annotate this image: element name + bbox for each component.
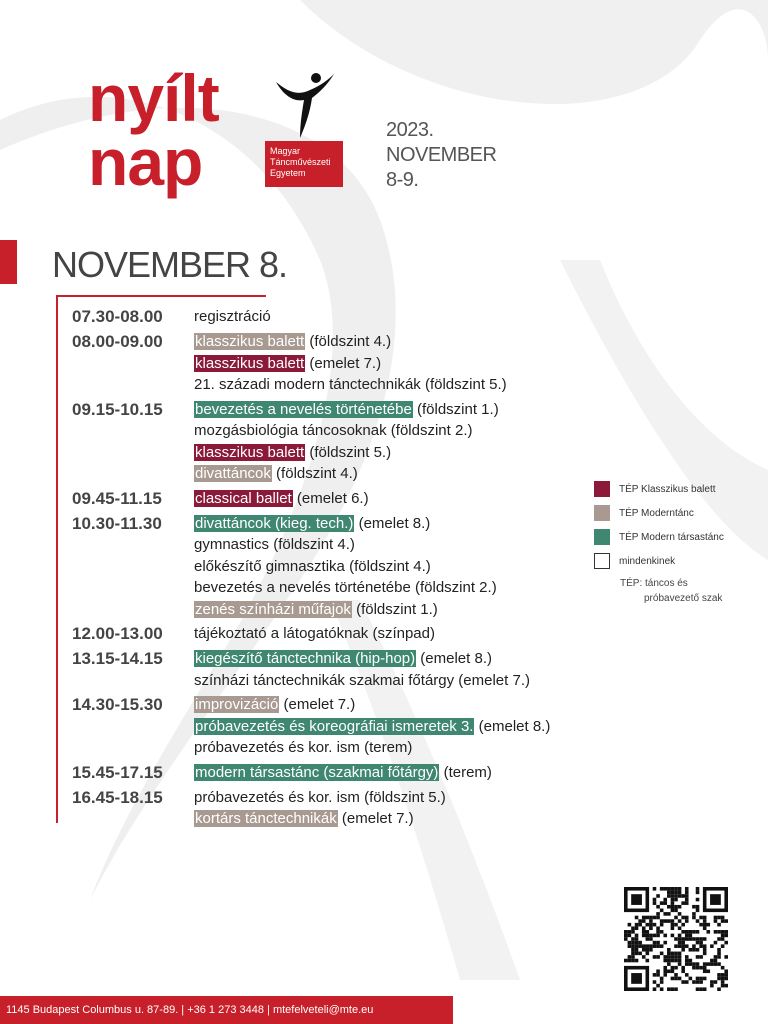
slot-time: 16.45-18.15 xyxy=(72,787,163,807)
legend-note-line-1: TÉP: táncos és xyxy=(620,578,688,589)
legend-label: TÉP Modern társastánc xyxy=(619,531,724,543)
class-location: (földszint 1.) xyxy=(351,600,438,618)
schedule-slot xyxy=(72,331,632,396)
schedule-item xyxy=(194,463,632,485)
slot-time: 10.30-11.30 xyxy=(72,513,162,533)
schedule-slot xyxy=(72,762,632,784)
schedule-slot xyxy=(72,648,632,691)
university-logo xyxy=(265,141,343,187)
class-location: (emelet 8.) xyxy=(416,650,492,667)
legend-swatch xyxy=(594,481,610,497)
class-location: (terem) xyxy=(439,763,492,781)
slot-time: 12.00-13.00 xyxy=(72,624,163,643)
legend-swatch xyxy=(594,505,610,521)
class-name: modern társastánc (szakmai főtárgy) xyxy=(195,763,439,781)
legend-label: TÉP Klasszikus balett xyxy=(619,483,716,495)
slot-time: 14.30-15.30 xyxy=(72,695,163,714)
class-name: classical ballet xyxy=(195,489,292,507)
schedule-item xyxy=(194,556,632,578)
class-location: (földszint 4.) xyxy=(269,536,355,553)
schedule-item xyxy=(194,808,632,830)
slot-time: 13.15-14.15 xyxy=(72,649,163,668)
schedule-slot xyxy=(72,787,632,830)
schedule-item xyxy=(194,762,632,784)
schedule-item xyxy=(194,399,632,421)
slot-items xyxy=(194,306,632,328)
logo-line-2: Táncművészeti xyxy=(270,157,331,167)
legend-swatch xyxy=(594,553,610,569)
slot-items xyxy=(194,623,632,645)
title-line-2: nap xyxy=(88,125,203,199)
class-name: zenés színházi műfajok xyxy=(195,600,351,618)
class-name: divattáncok (kieg. tech.) xyxy=(195,514,354,532)
class-location: (földszint 2.) xyxy=(386,422,473,439)
schedule-item xyxy=(194,534,632,556)
section-marker xyxy=(0,240,17,284)
class-name: improvizáció xyxy=(195,696,279,713)
class-name: 21. századi modern tánctechnikák xyxy=(194,376,421,393)
qr-code xyxy=(624,887,728,991)
schedule-slot xyxy=(72,694,632,759)
schedule-item xyxy=(194,442,632,464)
class-location: (földszint 4.) xyxy=(271,465,358,482)
footer-contact: 1145 Budapest Columbus u. 87-89. | +36 1 273 3448 | mtefelveteli@mte.eu xyxy=(0,996,453,1024)
slot-items xyxy=(194,694,632,759)
schedule-item xyxy=(194,599,632,621)
schedule-item xyxy=(194,374,632,396)
schedule-item xyxy=(194,513,632,535)
legend-label: mindenkinek xyxy=(619,555,676,567)
class-location: (emelet 8.) xyxy=(354,514,431,532)
class-name: kiegészítő tánctechnika (hip-hop) xyxy=(195,650,416,667)
legend-item xyxy=(594,480,764,498)
legend-note xyxy=(620,576,764,606)
class-name: kortárs tánctechnikák xyxy=(195,810,337,827)
logo-line-1: Magyar xyxy=(270,146,301,156)
legend-item xyxy=(594,552,764,570)
class-location: (emelet 7.) xyxy=(454,671,530,689)
class-location: (emelet 6.) xyxy=(292,489,369,507)
slot-time: 09.15-10.15 xyxy=(72,399,163,419)
class-location: (emelet 8.) xyxy=(474,717,551,735)
day-title: NOVEMBER 8. xyxy=(52,244,288,285)
dancer-icon xyxy=(270,68,338,140)
slot-items xyxy=(194,648,632,691)
class-name: gymnastics xyxy=(194,536,270,553)
event-date xyxy=(386,118,496,193)
schedule-slot xyxy=(72,306,632,328)
slot-items xyxy=(194,513,632,621)
class-location: (földszint 2.) xyxy=(410,579,497,596)
legend-swatch xyxy=(594,529,610,545)
date-month: NOVEMBER xyxy=(386,144,497,166)
slot-items xyxy=(194,762,632,784)
schedule-slot xyxy=(72,399,632,485)
date-days: 8-9. xyxy=(386,169,419,191)
class-location: (emelet 7.) xyxy=(279,696,356,713)
slot-items xyxy=(194,331,632,396)
schedule-item xyxy=(194,353,632,375)
class-name: klasszikus balett xyxy=(195,333,305,350)
schedule-item xyxy=(194,737,632,759)
schedule-slot xyxy=(72,488,632,510)
legend xyxy=(594,480,764,606)
class-location: (földszint 5.) xyxy=(420,376,507,393)
class-location: (emelet 7.) xyxy=(305,354,382,372)
schedule-item xyxy=(194,670,632,692)
legend-item xyxy=(594,528,764,546)
logo-line-3: Egyetem xyxy=(270,168,306,178)
class-name: bevezetés a nevelés történetébe xyxy=(194,579,411,596)
schedule-item xyxy=(194,787,632,809)
schedule-list xyxy=(72,306,632,833)
schedule-slot xyxy=(72,623,632,645)
class-name: divattáncok xyxy=(195,465,271,482)
class-location: (színpad) xyxy=(368,625,435,642)
class-name: klasszikus balett xyxy=(195,354,305,372)
class-name: próbavezetés és koreográfiai ismeretek 3. xyxy=(195,717,474,735)
class-name: regisztráció xyxy=(194,308,271,325)
schedule-item xyxy=(194,577,632,599)
schedule-item xyxy=(194,420,632,442)
date-year: 2023. xyxy=(386,119,434,141)
slot-time: 07.30-08.00 xyxy=(72,307,163,326)
class-location: (földszint 4.) xyxy=(344,557,431,575)
slot-time: 15.45-17.15 xyxy=(72,762,163,782)
schedule-item xyxy=(194,694,632,716)
schedule-item xyxy=(194,331,632,353)
schedule-item xyxy=(194,623,632,645)
class-location: (terem) xyxy=(359,739,413,756)
schedule-item xyxy=(194,306,632,328)
class-name: tájékoztató a látogatóknak xyxy=(194,625,369,642)
schedule-slot xyxy=(72,513,632,621)
schedule-item xyxy=(194,716,632,738)
slot-items xyxy=(194,488,632,510)
slot-time: 09.45-11.15 xyxy=(72,488,162,508)
class-name: előkészítő gimnasztika xyxy=(194,557,345,575)
class-location: (földszint 5.) xyxy=(359,788,446,806)
class-location: (emelet 7.) xyxy=(337,810,414,827)
class-location: (földszint 4.) xyxy=(305,333,392,350)
class-name: klasszikus balett xyxy=(195,443,305,461)
slot-items xyxy=(194,399,632,485)
legend-note-line-2: próbavezető szak xyxy=(644,593,723,604)
schedule-item xyxy=(194,648,632,670)
title-line-1: nyílt xyxy=(88,61,219,135)
slot-items xyxy=(194,787,632,830)
page-title xyxy=(88,61,219,199)
class-location: (földszint 1.) xyxy=(412,400,499,418)
class-name: bevezetés a nevelés történetébe xyxy=(195,400,412,418)
slot-time: 08.00-09.00 xyxy=(72,332,163,351)
class-name: mozgásbiológia táncosoknak xyxy=(194,422,387,439)
class-name: próbavezetés és kor. ism xyxy=(194,739,360,756)
class-name: próbavezetés és kor. ism xyxy=(194,788,360,806)
class-name: színházi tánctechnikák szakmai főtárgy xyxy=(194,671,455,689)
legend-item xyxy=(594,504,764,522)
class-location: (földszint 5.) xyxy=(305,443,392,461)
legend-label: TÉP Moderntánc xyxy=(619,507,694,519)
schedule-item xyxy=(194,488,632,510)
